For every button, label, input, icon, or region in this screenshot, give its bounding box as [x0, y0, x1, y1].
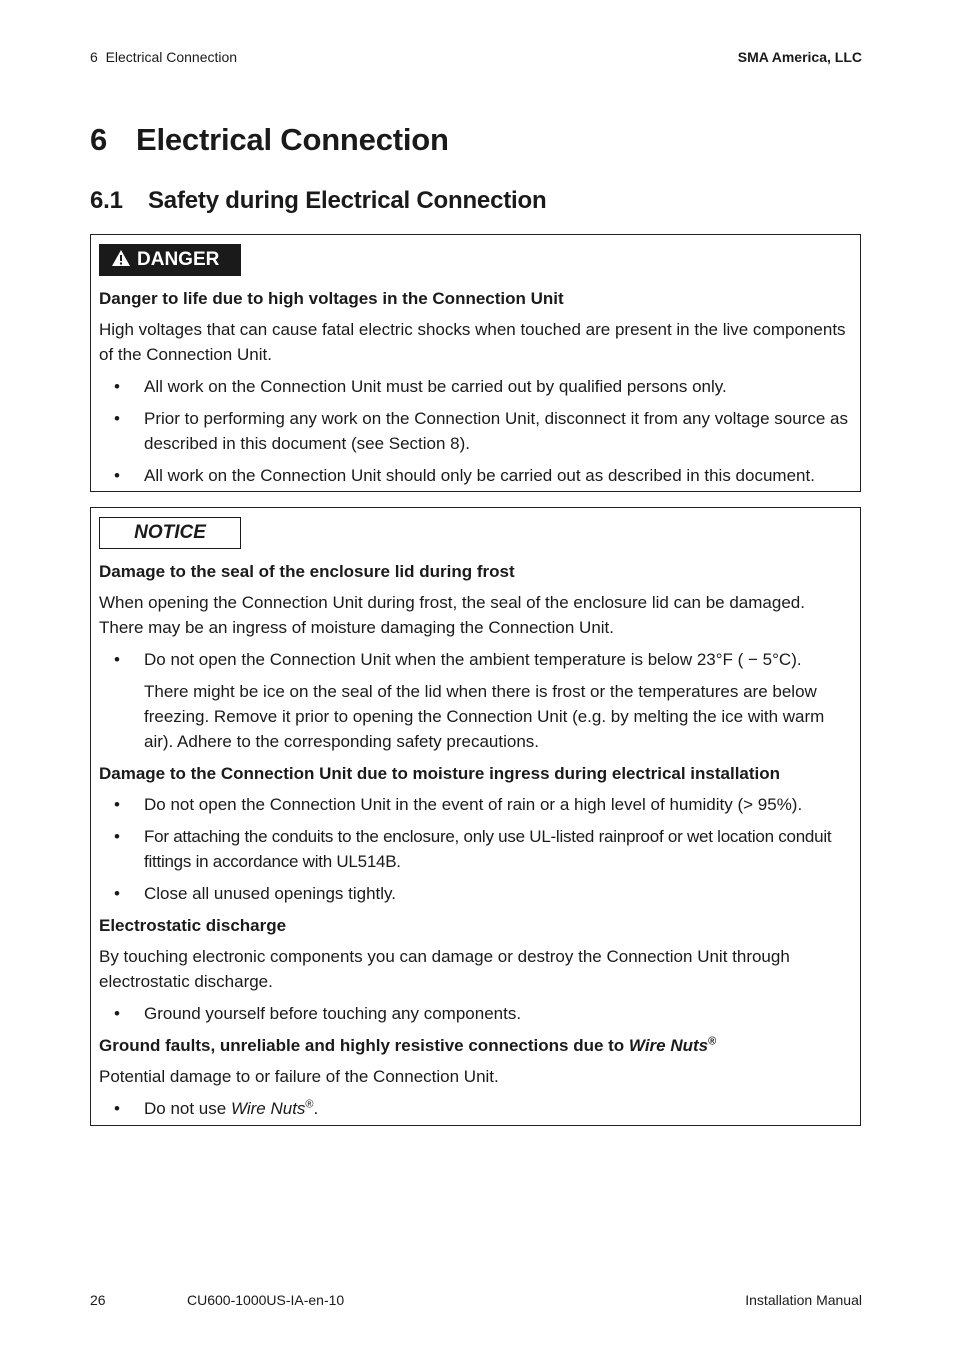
chapter-number: 6 [90, 122, 108, 157]
wirenuts-bullet-list [99, 1096, 852, 1121]
bullet-glyph: • [114, 884, 120, 903]
list-item [99, 647, 852, 672]
frost-intro: When opening the Connection Unit during frost, the seal of the enclosure lid can be damaged. There may be an ingress of moisture damaging the Connection Unit. [99, 593, 805, 637]
list-item-text: Ground yourself before touching any components. [144, 1004, 522, 1023]
frost-detail: There might be ice on the seal of the lid when there is frost or the temperatures are below freezing. Remove it prior to opening the Connection Unit (e.g. by melting the ice with warm air). Adhere to the corresponding safety precautions. [144, 682, 825, 751]
danger-box [90, 234, 861, 492]
footer-manual-title: Installation Manual [745, 1292, 862, 1308]
frost-heading: Damage to the seal of the enclosure lid during frost [99, 562, 515, 581]
list-item [99, 374, 852, 399]
bullet-glyph: • [114, 827, 120, 846]
wirenuts-brand: Wire Nuts [628, 1036, 709, 1055]
chapter-title-text: Electrical Connection [136, 122, 449, 157]
list-item [99, 1096, 852, 1121]
bullet-glyph: • [114, 650, 120, 669]
danger-badge-label: DANGER [137, 249, 220, 270]
list-item [99, 881, 852, 906]
section-title-text: Safety during Electrical Connection [148, 187, 547, 214]
list-item-text: Do not open the Connection Unit when the ambient temperature is below 23°F ( − 5°C). [144, 650, 802, 669]
esd-bullet-list [99, 1001, 852, 1026]
danger-intro: High voltages that can cause fatal electric shocks when touched are present in the live components of the Connection Unit. [99, 320, 846, 364]
list-item-text: All work on the Connection Unit should only be carried out as described in this document. [144, 466, 815, 485]
moisture-bullet-list [99, 792, 852, 906]
list-item-text: Close all unused openings tightly. [144, 884, 397, 903]
notice-badge: NOTICE [99, 517, 241, 549]
list-item-text: Do not open the Connection Unit in the event of rain or a high level of humidity (> 95%). [144, 795, 803, 814]
section-number: 6.1 [90, 187, 123, 214]
warning-triangle-icon [111, 246, 131, 278]
registered-mark: ® [708, 1035, 717, 1048]
moisture-heading: Damage to the Connection Unit due to moisture ingress during electrical installation [99, 764, 781, 783]
list-item [99, 1001, 852, 1026]
frost-bullet-list [99, 647, 852, 672]
list-item-text: All work on the Connection Unit must be carried out by qualified persons only. [144, 377, 727, 396]
danger-badge [99, 244, 241, 276]
registered-mark: ® [305, 1098, 314, 1111]
notice-box [90, 507, 861, 1126]
wirenuts-heading-text: Ground faults, unreliable and highly resistive connections due to [99, 1036, 629, 1055]
list-item-text: For attaching the conduits to the enclosure, only use UL-listed rainproof or wet location conduit fittings in accordance with UL514B. [144, 827, 832, 871]
section-title [90, 187, 546, 215]
list-item [99, 463, 852, 488]
list-item-text: . [313, 1099, 319, 1118]
bullet-glyph: • [114, 377, 120, 396]
wirenuts-intro: Potential damage to or failure of the Connection Unit. [99, 1067, 499, 1086]
chapter-title [90, 122, 449, 158]
footer-page-number: 26 [90, 1292, 106, 1308]
running-header-company: SMA America, LLC [737, 49, 862, 65]
footer-document-code: CU600-1000US-IA-en-10 [187, 1292, 345, 1308]
bullet-glyph: • [114, 795, 120, 814]
list-item-text: Do not use [144, 1099, 231, 1118]
list-item-text: Prior to performing any work on the Connection Unit, disconnect it from any voltage source as described in this document (see Section 8). [144, 409, 848, 453]
bullet-glyph: • [114, 1004, 120, 1023]
danger-heading: Danger to life due to high voltages in the Connection Unit [99, 289, 564, 308]
danger-bullet-list [99, 374, 852, 488]
list-item [99, 824, 852, 874]
running-header-chapter: 6 Electrical Connection [90, 49, 238, 65]
bullet-glyph: • [114, 466, 120, 485]
list-item [99, 792, 852, 817]
bullet-glyph: • [114, 1099, 120, 1118]
esd-intro: By touching electronic components you can damage or destroy the Connection Unit through electrostatic discharge. [99, 947, 790, 991]
list-item [99, 406, 852, 456]
wirenuts-brand: Wire Nuts [230, 1099, 306, 1118]
wirenuts-heading [99, 1033, 852, 1058]
bullet-glyph: • [114, 409, 120, 428]
esd-heading: Electrostatic discharge [99, 916, 287, 935]
